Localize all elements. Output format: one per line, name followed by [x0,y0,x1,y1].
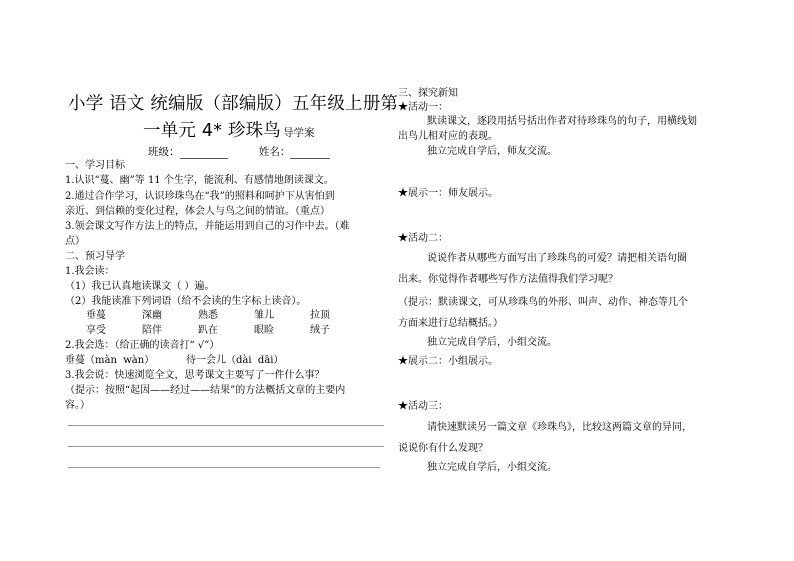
word: 垂蔓 [86,310,106,321]
word: 熟悉 [198,310,218,321]
read-item-1: （1）我已认真地读课文（ ）遍。 [65,281,215,292]
activity-3-line-2: 说说你有什么发现？ [398,443,488,454]
choose-heading: 2.我会选：（给正确的读音打“ √”） [65,340,220,351]
class-label: 班级： [148,146,180,158]
activity-1-title: ★活动一： [398,102,448,113]
name-label: 姓名： [258,146,291,158]
activity-2-line-1: 说说作者从哪些方面写出了珍珠鸟的可爱？请把相关语句圈 [427,253,687,264]
words-row-2 [86,324,366,337]
section-2-heading: 二、预习导学 [65,251,125,262]
activity-1-line-2: 出鸟儿相对应的表现。 [398,131,498,142]
goal-2-line-1: 2.通过合作学习，认识珍珠鸟在“我”的照料和呵护下从害怕到 [65,191,335,202]
name-blank[interactable] [290,158,330,159]
word: 陪伴 [142,325,162,336]
say-hint-line-1: （提示：按照“起因——经过——结果”的方法概括文章的主要内 [65,385,346,396]
say-hint-line-2: 容。） [65,400,90,411]
goal-3-line-1: 3.领会课文写作方法上的特点，并能运用到自己的习作中去。（难 [65,221,350,232]
activity-3-line-3: 独立完成自学后，小组交流。 [427,462,557,473]
goal-2-line-2: 亲近、到信赖的变化过程，体会人与鸟之间的情谊。（重点） [65,206,330,217]
section-3-heading: 三、探究新知 [398,88,458,99]
word: 雏儿 [254,310,274,321]
show-1: ★展示一：师友展示。 [398,188,498,199]
activity-1-line-3: 独立完成自学后，师友交流。 [427,146,557,157]
section-1-heading: 一、学习目标 [65,160,125,171]
word: 深幽 [142,310,162,321]
student-info [148,144,330,159]
title-main: 一单元 4* 珍珠鸟 [143,121,282,141]
words-row-1 [86,309,366,322]
goal-1: 1.认识“蔓、幽”等 11 个生字，能流利、有感情地朗读课文。 [65,175,334,186]
activity-2-hint-2: 方面来进行总结概括。） [398,318,503,329]
word: 绒子 [310,325,330,336]
answer-line-2[interactable] [68,446,384,447]
title-line-2 [143,117,315,142]
show-2: ★展示二：小组展示。 [398,356,498,367]
activity-3-title: ★活动三： [398,401,448,412]
title-suffix: 导学案 [283,127,315,139]
answer-line-3[interactable] [68,467,380,468]
goal-3-line-2: 点） [65,236,85,247]
activity-2-line-2: 出来。你觉得作者哪些写作方法值得我们学习呢？ [398,274,618,285]
read-item-2: （2）我能读准下列词语（给不会读的生字标上读音）。 [65,296,307,307]
activity-1-line-1: 默读课文，逐段用括号括出作者对待珍珠鸟的句子，用横线划 [427,116,697,127]
say-heading: 3.我会说：快速浏览全文，思考课文主要写了一件什么事？ [65,370,325,381]
word: 眼睑 [254,325,274,336]
activity-2-title: ★活动二： [398,233,448,244]
answer-line-1[interactable] [68,425,384,426]
read-heading: 1.我会读： [65,266,115,277]
word: 趴在 [198,325,218,336]
word: 享受 [86,325,106,336]
activity-2-hint-1: （提示：默读课文，可从珍珠鸟的外形、叫声、动作、神态等几个 [398,297,688,308]
activity-3-line-1: 请快速默读另一篇文章《珍珠鸟》，比较这两篇文章的异同， [427,422,692,433]
choose-line: 垂蔓（màn wàn） 待一会儿（dài dāi） [65,355,284,366]
title-line-1: 小学 语文 统编版（部编版）五年级上册第 [68,94,399,114]
activity-2-line-3: 独立完成自学后，小组交流。 [427,337,557,348]
class-blank[interactable] [180,158,228,159]
word: 拉顶 [310,310,330,321]
